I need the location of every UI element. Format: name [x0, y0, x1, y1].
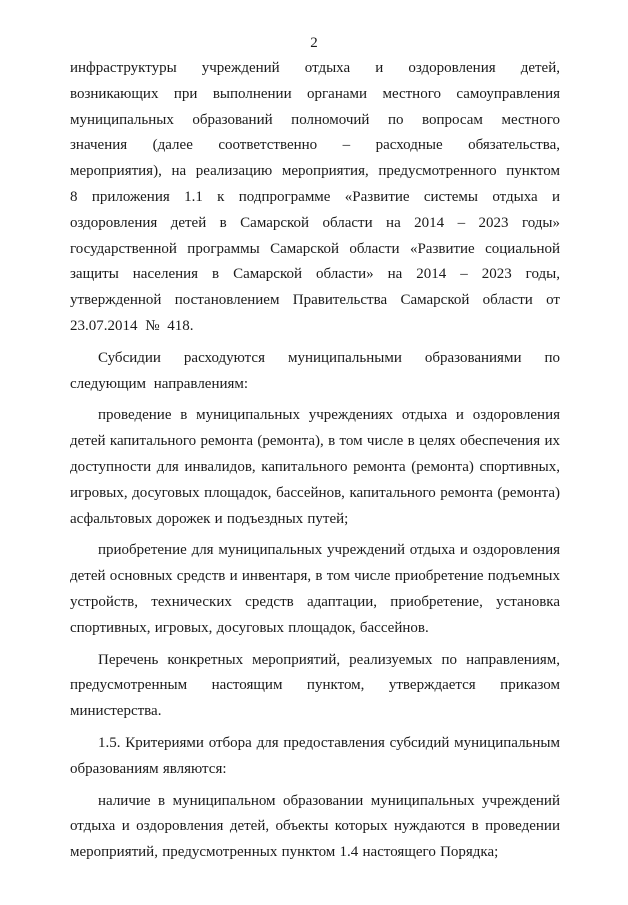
- document-body: [70, 56, 560, 866]
- paragraph-selection-criteria: 1.5. Критериями отбора для предоставления субсидий муниципальным образованиям являются:: [70, 734, 560, 777]
- paragraph-direction-purchase: приобретение для муниципальных учреждений отдыха и оздоровления детей основных средств и инвентаря, в том числе приобретение подъемных устройств, технических средств адаптации, приобретение, установка спортивных, игровых, досуговых площадок, бассейнов.: [70, 542, 560, 636]
- paragraph-criterion-institutions: наличие в муниципальном образовании муниципальных учреждений отдыха и оздоровления детей, объекты которых нуждаются в проведении мероприятий, предусмотренных пунктом 1.4 настоящего Порядка;: [70, 792, 560, 861]
- page-number: 2: [310, 35, 318, 51]
- paragraph-direction-repair: проведение в муниципальных учреждениях отдыха и оздоровления детей капитального ремонта (ремонта), в том числе в целях обеспечения их доступности для инвалидов, капитального ремонта (ремонта) спортивных, игровых, досуговых площадок, бассейнов, капитального ремонта (ремонта) асфальтовых дорожек и подъездных путей;: [70, 407, 560, 527]
- paragraph-subsidies-directions: Субсидии расходуются муниципальными образованиями по следующим направлениям:: [70, 349, 560, 392]
- paragraph-measures-list: Перечень конкретных мероприятий, реализуемых по направлениям, предусмотренным настоящим пунктом, утверждается приказом министерства.: [70, 651, 560, 720]
- paragraph-continuation: инфраструктуры учреждений отдыха и оздоровления детей, возникающих при выполнении органами местного самоуправления муниципальных образований полномочий по вопросам местного значения (далее соответственно – расходные обязательства, мероприятия), на реализацию мероприятия, предусмотренного пунктом 8 приложения 1.1 к подпрограмме «Развитие системы отдыха и оздоровления детей в Самарской области на 2014 – 2023 годы» государственной программы Самарской области «Развитие социальной защиты населения в Самарской области» на 2014 – 2023 годы, утвержденной постановлением Правительства Самарской области от 23.07.2014 № 418.: [70, 60, 560, 334]
